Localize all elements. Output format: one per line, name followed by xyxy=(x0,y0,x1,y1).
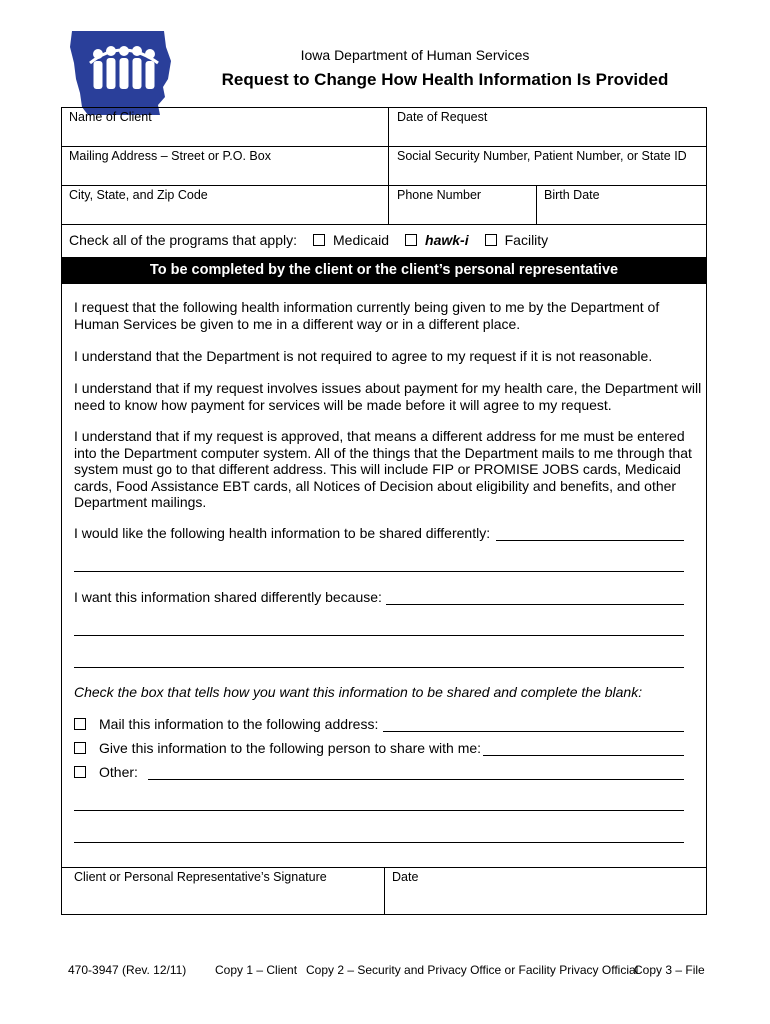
other-line[interactable] xyxy=(148,779,684,780)
paragraph-not-required: I understand that the Department is not required to agree to my request if it is not reasonable. xyxy=(74,348,653,364)
form-number: 470-3947 (Rev. 12/11) xyxy=(68,963,187,977)
shared-differently-question: I would like the following health information to be shared differently: xyxy=(74,525,491,541)
mail-address-line[interactable] xyxy=(383,731,684,732)
other-option xyxy=(74,764,138,780)
share-instructions: Check the box that tells how you want this information to be shared and complete the blank: xyxy=(74,684,643,700)
column-divider xyxy=(536,185,537,224)
person-option-label: Give this information to the following person to share with me: xyxy=(99,740,482,756)
copy-3-label: Copy 3 – File xyxy=(634,963,705,977)
section-banner: To be completed by the client or the client’s personal representative xyxy=(62,257,706,284)
facility-checkbox[interactable] xyxy=(485,234,497,246)
person-line[interactable] xyxy=(483,755,684,756)
medicaid-label: Medicaid xyxy=(333,232,390,248)
programs-label: Check all of the programs that apply: xyxy=(69,232,298,248)
programs-row xyxy=(69,232,548,248)
other-option-label: Other: xyxy=(99,764,138,780)
mailing-address-field[interactable]: Mailing Address – Street or P.O. Box xyxy=(69,149,271,163)
birth-date-field[interactable]: Birth Date xyxy=(544,188,600,202)
person-option xyxy=(74,740,481,756)
paragraph-request: I request that the following health information currently being given to me by the Department of Human Services be given to me in a different way or in a different place. xyxy=(74,299,660,332)
column-divider xyxy=(388,108,389,224)
because-line-3[interactable] xyxy=(74,667,684,668)
form-title: Request to Change How Health Information Is Provided xyxy=(221,70,669,89)
hawk-i-label: hawk-i xyxy=(425,232,469,248)
shared-differently-line[interactable] xyxy=(496,540,684,541)
form-box xyxy=(61,107,707,915)
because-line-2[interactable] xyxy=(74,635,684,636)
city-state-zip-field[interactable]: City, State, and Zip Code xyxy=(69,188,208,202)
name-of-client-field[interactable]: Name of Client xyxy=(69,110,152,124)
row-divider xyxy=(62,146,706,147)
date-of-request-field[interactable]: Date of Request xyxy=(397,110,488,124)
hawk-i-checkbox[interactable] xyxy=(405,234,417,246)
signature-date-field[interactable]: Date xyxy=(392,870,419,884)
agency-name: Iowa Department of Human Services xyxy=(300,47,530,63)
signature-field[interactable]: Client or Personal Representative’s Signature xyxy=(74,870,327,884)
signature-column-divider xyxy=(384,867,385,915)
medicaid-checkbox[interactable] xyxy=(313,234,325,246)
person-checkbox[interactable] xyxy=(74,742,86,754)
shared-differently-line-2[interactable] xyxy=(74,571,684,572)
paragraph-payment: I understand that if my request involves issues about payment for my health care, the Department will need to know how payment for services will be made before it will agree to my request. xyxy=(74,380,702,413)
paragraph-address: I understand that if my request is approved, that means a different address for me must be entered into the Department computer system. All of the things that the Department mails to me through that system must go to that different address. This will include FIP or PROMISE JOBS cards, Medicaid cards, Food Assistance EBT cards, all Notices of Decision about eligibility and benefits, and other Department mailings. xyxy=(74,428,692,510)
other-line-2[interactable] xyxy=(74,810,684,811)
row-divider xyxy=(62,185,706,186)
because-question: I want this information shared differently because: xyxy=(74,589,382,605)
other-checkbox[interactable] xyxy=(74,766,86,778)
copy-1-label: Copy 1 – Client xyxy=(215,963,298,977)
row-divider xyxy=(62,224,706,225)
because-line[interactable] xyxy=(386,604,684,605)
mail-option-label: Mail this information to the following address: xyxy=(99,716,379,732)
ssn-field[interactable]: Social Security Number, Patient Number, or State ID xyxy=(397,149,687,163)
copy-2-label: Copy 2 – Security and Privacy Office or Facility Privacy Official xyxy=(306,963,639,977)
phone-number-field[interactable]: Phone Number xyxy=(397,188,482,202)
other-line-3[interactable] xyxy=(74,842,684,843)
facility-label: Facility xyxy=(504,232,549,248)
mail-checkbox[interactable] xyxy=(74,718,86,730)
mail-option xyxy=(74,716,378,732)
